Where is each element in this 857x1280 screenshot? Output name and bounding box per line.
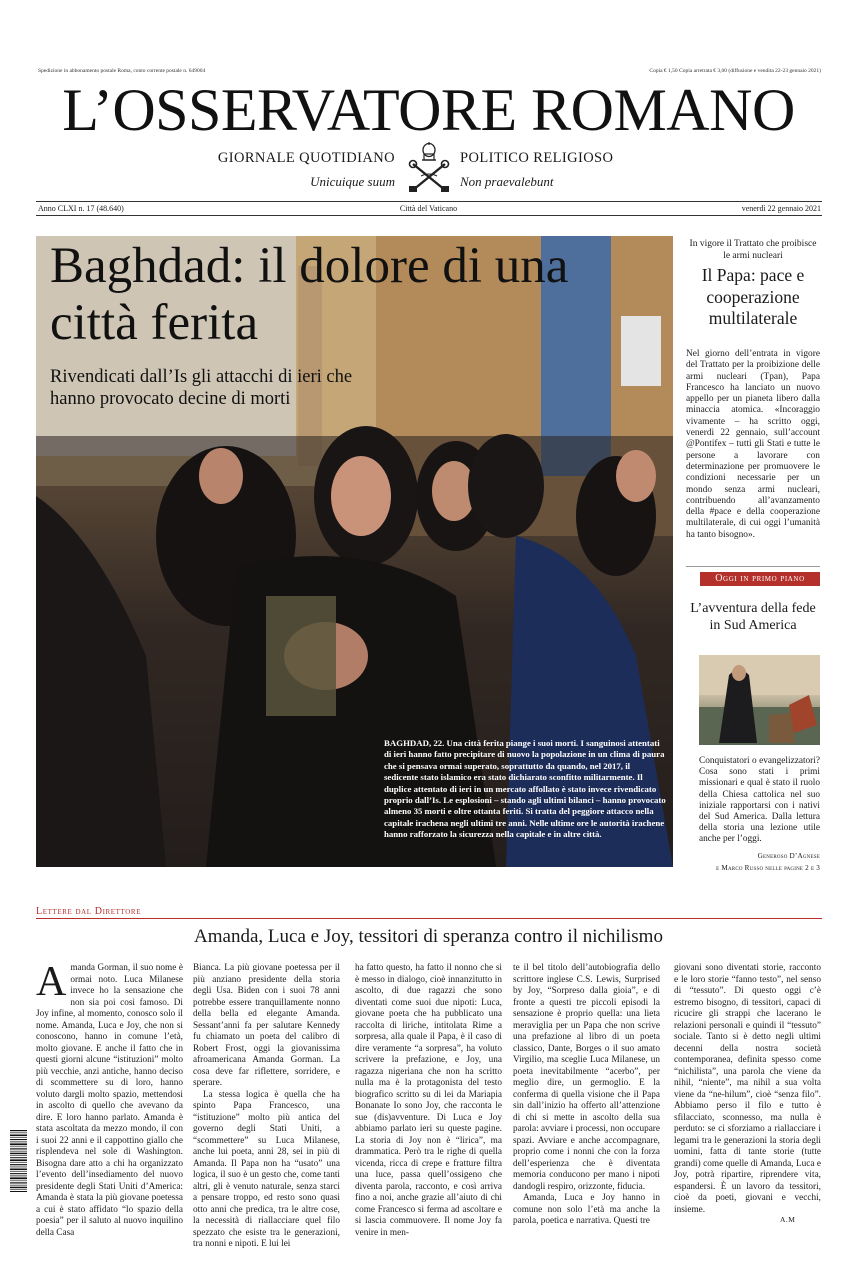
byline-pages[interactable]: e Marco Russo nelle pagine 2 e 3 <box>716 864 820 872</box>
masthead-title: L’OSSERVATORE ROMANO <box>62 77 795 143</box>
byline-author: Generoso D’Agnese <box>757 852 820 860</box>
letter-col3-text: ha fatto questo, ha fatto il nonno che si è messo in dialogo, cioè innanzitutto in ascolto, di due ragazzi che sono diventati come suoi due nipoti: Luca, giovane poeta che ha pubblicato una raccolta di liriche, intitolata Rime a sorpresa, alla quale il Papa, è il caso di dire veramente “a sorpresa”, ha voluto scrivere la prefazione, e Joy, una ragazza nigeriana che non ha scritto nulla ma è la protagonista del testo biografico scritto su di lei da Mariapia Bonanate Io sono Joy, che racconta le sue (dis)avventure. Di Luca e Joy abbiamo parlato ieri su queste pagine. La storia di Joy non è “lirica”, ma drammatica. Però tra le righe di quella vicenda, ricca di crepe e fratture filtra una luce, passa quell’ossigeno che diventa parola, racconto, e così arriva fino a noi, anche grazie all’aiuto di chi come Francesco si ferma ad ascoltare e si lascia commuovere. Il nome Joy fa venire in men- <box>355 963 502 1238</box>
dropcap: A <box>36 959 67 1005</box>
missionary-painting-scene <box>699 655 820 745</box>
side-body: Nel giorno dell’entrata in vigore del Trattato per la proibizione delle armi nucleari (Tpan), Papa Francesco ha lanciato un nuovo appello per un pianeta libero dalla minaccia atomica. «Incoraggio vivamente – ha scritto oggi, venerdì 22 gennaio, sull’account @Pontifex – tutti gli Stati e tutte le persone a lavorare con determinazione per promuovere le condizioni necessarie per un mondo senza armi nucleari, contribuendo all’avanzamento della #pace e della cooperazione multilaterale, di cui oggi l’umanità ha tanto bisogno». <box>686 349 820 540</box>
lead-subhead: Rivendicati dall’Is gli attacchi di ieri che hanno provocato decine di morti <box>50 367 353 409</box>
letter-signoff: A.M <box>780 1215 796 1224</box>
lead-photo-caption: BAGHDAD, 22. Una città ferita piange i suoi morti. I sanguinosi attentati di ieri hanno fatto precipitare di nuovo la popolazione in un clima di paura che si pensava ormai superato, soprattutto da quando, nel 2017, il sedicente stato islamico era stato dichiarato sconfitto militarmente. Il duplice attentato di ieri in un mercato affollato è stato invece rivendicato proprio dall’Is. Le esplosioni – stando agli ultimi bilanci – hanno provocato almeno 35 morti e oltre ottanta feriti. Si tratta del peggiore attacco nella capitale irachena negli ultimi tre anni. Nelle ultime ore le autorità irachene hanno rafforzato la sicurezza nella capitale e in altre città. <box>384 738 666 840</box>
letter-col2-para1: Bianca. La più giovane poetessa per il più anziano presidente della storia degli Usa. Biden con i suoi 78 anni potrebbe essere tranquillamente nonno della bella ed elegante Amanda. Sessant’anni fa per salutare Kennedy fu chiamato un poeta del calibro di Robert Frost, oggi la giovanissima afroamericana Amanda Gorman. La cosa deve far riflettere, sorridere, e sperare. <box>193 963 340 1088</box>
letter-col4-para2: Amanda, Luca e Joy hanno in comune non solo l’età ma anche la parola, poetica e narrativa. Questi tre <box>513 1193 660 1226</box>
issue-date: venerdì 22 gennaio 2021 <box>741 204 821 213</box>
side2-byline <box>690 850 820 874</box>
letter-col4-para1: te il bel titolo dell’autobiografia dello scrittore inglese C.S. Lewis, Surprised by Joy, “Sorpreso dalla gioia”, e di fronte a questi tre piccoli episodi la sensazione è proprio quella: una lieta meraviglia per un Papa che non scrive una prefazione al libro di un poeta classico, Dante, Borges o il suo amato Virgilio, ma sceglie Luca Milanese, un poeta inevitabilmente “acerbo”, per meglio dire, un germoglio. E la conferma di quella visione che il Papa sin dall’inizio ha offerto all’attenzione di chi si mette in ascolto della sua parola: avviare i processi, non occupare spazi. Avviare e anche accompagnare, proprio come i nonni che con la forza dell’esperienza che è diventata memoria conducono per mano i nipoti dandogli respiro, orizzonte, fiducia. <box>513 963 660 1192</box>
side2-headline[interactable]: L’avventura della fede in Sud America <box>690 601 816 633</box>
side2-body: Conquistatori o evangelizzatori? Cosa sono stati i primi missionari e qual è stato il ruolo della Chiesa cattolica nel suo iniziale rapportarsi con i nativi del Sud America. Dalla lettura della storia una lezione utile anche per l’oggi. <box>699 756 820 845</box>
letter-col2-para2: La stessa logica è quella che ha spinto Papa Francesco, una “istituzione” molto più antica del governo degli Stati Uniti, a “scommettere” su Luca Milanese, anche lui poeta, anni 28, sei in più di Amanda. Il Papa non ha “usato” una logica, il suo è un gesto che, come tanti altri, gli è venuto naturale, senza starci a pensare troppo, ed resto sono quasi otto anni che predica, tra le altre cose, la necessità di riallacciare quel filo spezzato che esiste tra le generazioni, tra nonni e nipoti. E lui lei <box>193 1089 340 1249</box>
issue-rule-bottom <box>36 215 822 216</box>
letters-headline[interactable]: Amanda, Luca e Joy, tessitori di speranza contro il nichilismo <box>194 926 663 947</box>
issue-number: Anno CLXI n. 17 (48.640) <box>38 204 124 213</box>
lead-headline[interactable]: Baghdad: il dolore di una città ferita <box>50 238 569 351</box>
tagline-left: GIORNALE QUOTIDIANO <box>217 150 395 166</box>
letter-column-3 <box>355 963 502 1239</box>
letters-kicker: Lettere dal Direttore <box>36 906 142 917</box>
letter-column-5 <box>674 963 821 1216</box>
barcode-icon <box>10 1130 27 1192</box>
tagline-right: POLITICO RELIGIOSO <box>460 150 614 166</box>
issue-rule-top <box>36 201 822 202</box>
side-kicker: In vigore il Trattato che proibisce le armi nucleari <box>689 239 817 261</box>
letters-rule <box>36 918 822 919</box>
primo-piano-badge: Oggi in primo piano <box>700 572 820 586</box>
letter-col1-text: manda Gorman, il suo nome è ormai noto. Luca Milanese invece ho la sensazione che non sia poi così famoso. Di Joy infine, al momento, conosco solo il nome. Amanda, Luca e Joy, che non si conoscono, hanno in comune l’età, molto giovane. E anche il fatto che in questi giorni alcune “istituzioni” molto più vecchie, anzi antiche, hanno deciso di scommettere su di loro, hanno voluto dargli molto spazio, mettendosi in ascolto di quello che avevano da dire. E loro hanno parlato. Amanda è stata ascoltata da mezzo mondo, il con i suoi 22 anni e il cappottino giallo che risplendeva nel sole di Washington. Bisogna dare atto a chi ha organizzato l’evento dell’insediamento del nuovo presidente degli Stati Uniti d’America: Amanda è stata la più giovane poetessa a cui è stato affidato “lo spazio della poesia” per il saluto al nuovo inquilino della Casa <box>36 963 183 1238</box>
postal-info: Spedizione in abbonamento postale Roma, conto corrente postale n. 649004 <box>38 68 206 74</box>
side-headline[interactable]: Il Papa: pace e cooperazione multilaterale <box>701 265 805 328</box>
issue-place: Città del Vaticano <box>399 204 458 213</box>
motto-right: Non praevalebunt <box>460 174 554 189</box>
side-divider <box>686 566 820 567</box>
letter-column-1 <box>36 959 183 1239</box>
missionary-painting-image <box>699 655 820 745</box>
papal-keys-emblem-icon <box>403 142 455 196</box>
price-info: Copia € 1,50 Copia arretrata € 3,00 (diffusione e vendita 22-23 gennaio 2021) <box>649 68 821 74</box>
motto-left: Unicuique suum <box>310 174 395 189</box>
letter-column-2 <box>193 963 340 1251</box>
letter-col5-text: giovani sono diventati storie, racconto e le loro storie “fanno testo”, nel senso di “tessuto”. Di questo oggi c’è estremo bisogno, di tessitori, capaci di ricucire gli strappi che lacerano le relazioni personali e quindi il “tessuto” sociale. Tanto si è detto negli ultimi decenni della nostra società contemporanea, definita spesso come “nichilista”, una parola che viene da nihil, “niente”, ma nihil a sua volta viene da “ne-hilum”, cioè “senza filo”. Abbiamo perso il filo e tutto è sfilacciato, sconnesso, ma nulla è perduto: se ci sforziamo a riallacciare i legami tra le generazioni la storia degli uomini, fatta di tante storie (tutte grandi) come quelle di Amanda, Luca e Joy, potrà ripartire, riprendere vita, espandersi. È un lavoro da tessitori, cioè da poeti, giovani e vecchi, insieme. <box>674 963 821 1215</box>
letter-column-4 <box>513 963 660 1228</box>
